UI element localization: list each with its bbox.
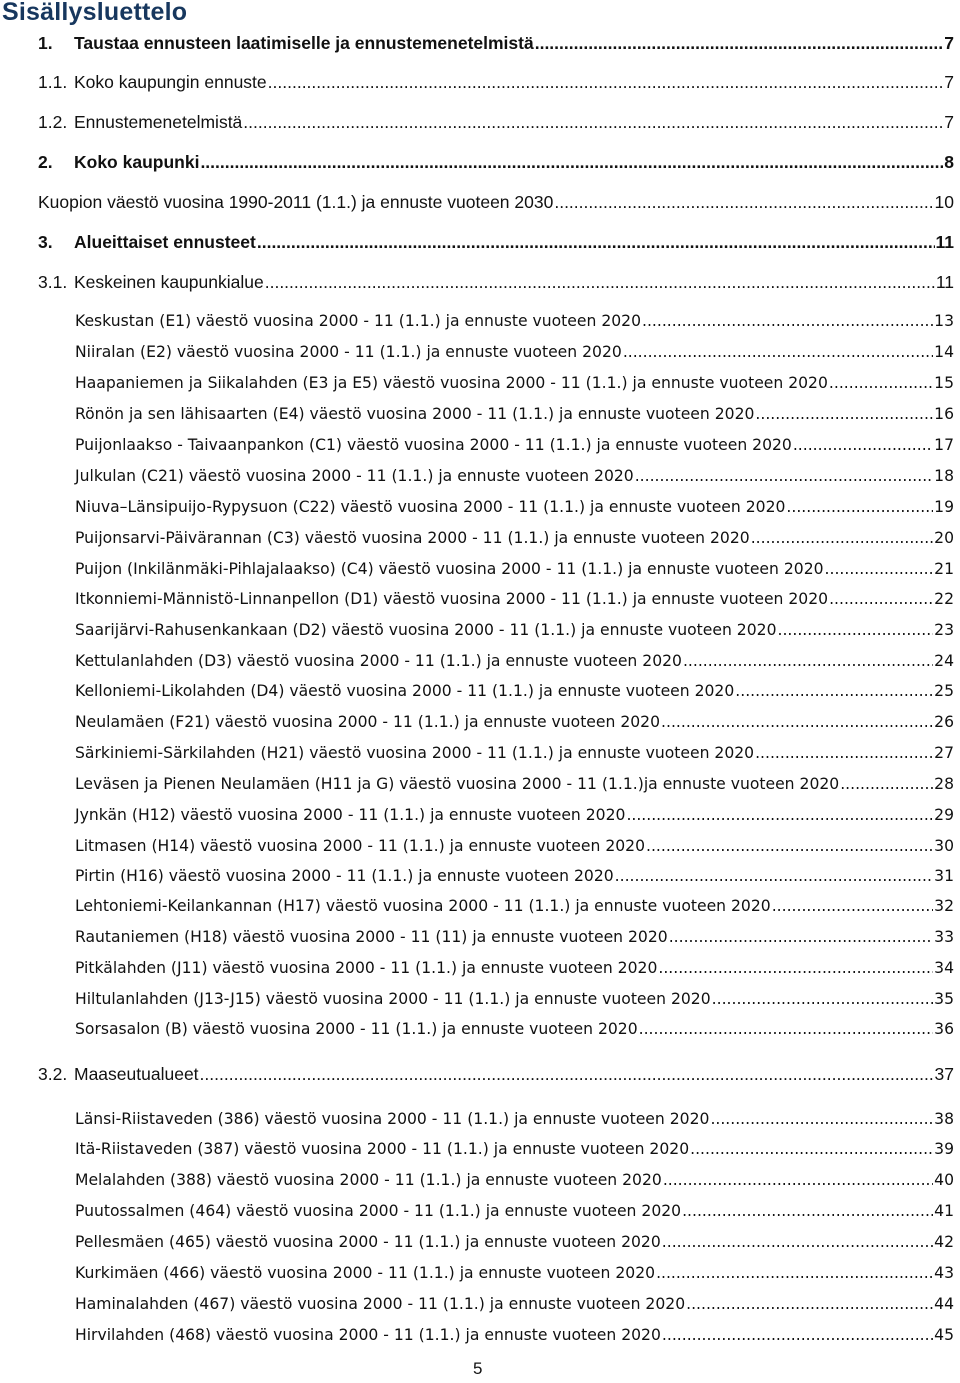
toc-dot-leader [623, 343, 933, 361]
toc-entry[interactable] [75, 436, 954, 464]
toc-entry-page: 19 [934, 498, 954, 516]
toc-entry-page: 22 [934, 590, 954, 608]
toc-dot-leader [663, 1171, 933, 1189]
toc-entry[interactable] [75, 775, 954, 803]
toc-entry-title: Keskustan (E1) väestö vuosina 2000 - 11 (1.1.) ja ennuste vuoteen 2020 [75, 312, 642, 330]
toc-entry[interactable] [38, 272, 954, 300]
toc-entry-title: Kuopion väestö vuosina 1990-2011 (1.1.) ja ennuste vuoteen 2030 [38, 192, 554, 212]
toc-entry[interactable] [75, 1202, 954, 1230]
toc-dot-leader [658, 959, 933, 977]
toc-entry-page: 30 [934, 837, 954, 855]
toc-entry-page: 16 [934, 405, 954, 423]
toc-dot-leader [712, 990, 934, 1008]
toc-entry-title: Puijon (Inkilänmäki-Pihlajalaakso) (C4) väestö vuosina 2000 - 11 (1.1.) ja ennuste vuoteen 2020 [75, 560, 824, 578]
toc-entry-title: Rautaniemen (H18) väestö vuosina 2000 - 11 (11) ja ennuste vuoteen 2020 [75, 928, 668, 946]
toc-entry[interactable] [38, 112, 954, 140]
page-title: Sisällysluettelo [2, 0, 188, 26]
toc-entry-title: Julkulan (C21) väestö vuosina 2000 - 11 (1.1.) ja ennuste vuoteen 2020 [75, 467, 634, 485]
toc-entry[interactable] [75, 1020, 954, 1048]
toc-entry-page: 33 [934, 928, 954, 946]
toc-dot-leader [268, 72, 944, 93]
toc-entry-title: Melalahden (388) väestö vuosina 2000 - 11 (1.1.) ja ennuste vuoteen 2020 [75, 1171, 662, 1189]
toc-dot-leader [825, 560, 934, 578]
toc-entry-title: Pitkälahden (J11) väestö vuosina 2000 - 11 (1.1.) ja ennuste vuoteen 2020 [75, 959, 658, 977]
toc-entry[interactable] [75, 897, 954, 925]
toc-entry-title: Pellesmäen (465) väestö vuosina 2000 - 11 (1.1.) ja ennuste vuoteen 2020 [75, 1233, 661, 1251]
toc-entry-title: Kurkimäen (466) väestö vuosina 2000 - 11 (1.1.) ja ennuste vuoteen 2020 [75, 1264, 656, 1282]
toc-dot-leader [682, 1202, 933, 1220]
toc-entry-page: 7 [944, 33, 954, 53]
toc-entry-title: Pirtin (H16) väestö vuosina 2000 - 11 (1.1.) ja ennuste vuoteen 2020 [75, 867, 614, 885]
toc-dot-leader [615, 867, 933, 885]
toc-entry-page: 28 [934, 775, 954, 793]
toc-entry[interactable] [38, 72, 954, 100]
toc-dot-leader [669, 928, 933, 946]
toc-dot-leader [646, 837, 933, 855]
toc-entry-page: 20 [934, 529, 954, 547]
toc-dot-leader [786, 498, 933, 516]
toc-entry[interactable] [75, 652, 954, 680]
toc-entry-title: Kelloniemi-Likolahden (D4) väestö vuosina 2000 - 11 (1.1.) ja ennuste vuoteen 2020 [75, 682, 735, 700]
toc-dot-leader [642, 312, 933, 330]
toc-entry-number: 2. [38, 152, 53, 172]
toc-entry-title: Leväsen ja Pienen Neulamäen (H11 ja G) väestö vuosina 2000 - 11 (1.1.)ja ennuste vuoteen 2020 [75, 775, 840, 793]
toc-dot-leader [840, 775, 933, 793]
toc-entry-number: 3.1. [38, 272, 68, 292]
toc-dot-leader [829, 590, 933, 608]
toc-dot-leader [829, 374, 933, 392]
toc-entry-title: Puijonlaakso - Taivaanpankon (C1) väestö vuosina 2000 - 11 (1.1.) ja ennuste vuoteen 2020 [75, 436, 792, 454]
toc-entry-page: 11 [935, 232, 954, 252]
toc-dot-leader [662, 1233, 933, 1251]
toc-entry-page: 24 [934, 652, 954, 670]
toc-entry[interactable] [38, 232, 954, 260]
toc-dot-leader [661, 713, 933, 731]
toc-dot-leader [778, 621, 934, 639]
toc-entry-title: Puutossalmen (464) väestö vuosina 2000 - 11 (1.1.) ja ennuste vuoteen 2020 [75, 1202, 682, 1220]
toc-entry-page: 7 [944, 112, 954, 132]
toc-entry[interactable] [75, 467, 954, 495]
toc-entry[interactable] [75, 590, 954, 618]
toc-entry-number: 1. [38, 33, 53, 53]
toc-dot-leader [710, 1110, 933, 1128]
toc-entry[interactable] [75, 560, 954, 588]
toc-entry-page: 29 [934, 806, 954, 824]
toc-entry[interactable] [75, 682, 954, 710]
toc-entry-title: Itä-Riistaveden (387) väestö vuosina 2000 - 11 (1.1.) ja ennuste vuoteen 2020 [75, 1140, 690, 1158]
toc-entry-page: 26 [934, 713, 954, 731]
toc-entry-page: 42 [934, 1233, 954, 1251]
toc-entry-page: 38 [934, 1110, 954, 1128]
toc-entry-title: Kettulanlahden (D3) väestö vuosina 2000 - 11 (1.1.) ja ennuste vuoteen 2020 [75, 652, 682, 670]
toc-entry-title: Niiralan (E2) väestö vuosina 2000 - 11 (1.1.) ja ennuste vuoteen 2020 [75, 343, 622, 361]
toc-entry[interactable] [75, 928, 954, 956]
toc-entry[interactable] [75, 990, 954, 1018]
toc-entry-page: 35 [934, 990, 954, 1008]
toc-dot-leader [200, 1064, 934, 1085]
toc-entry[interactable] [38, 1064, 954, 1092]
toc-entry-title: Länsi-Riistaveden (386) väestö vuosina 2000 - 11 (1.1.) ja ennuste vuoteen 2020 [75, 1110, 710, 1128]
toc-entry-page: 34 [934, 959, 954, 977]
toc-entry[interactable] [75, 713, 954, 741]
toc-entry[interactable] [75, 1264, 954, 1292]
toc-entry-page: 15 [934, 374, 954, 392]
toc-entry-page: 7 [944, 72, 954, 92]
toc-entry-number: 1.1. [38, 72, 68, 92]
toc-entry[interactable] [75, 867, 954, 895]
toc-entry-title: Litmasen (H14) väestö vuosina 2000 - 11 (1.1.) ja ennuste vuoteen 2020 [75, 837, 646, 855]
toc-entry-page: 43 [934, 1264, 954, 1282]
toc-entry[interactable] [75, 405, 954, 433]
toc-dot-leader [690, 1140, 933, 1158]
toc-entry-title: Neulamäen (F21) väestö vuosina 2000 - 11 (1.1.) ja ennuste vuoteen 2020 [75, 713, 661, 731]
toc-dot-leader [686, 1295, 933, 1313]
toc-entry-page: 8 [944, 152, 954, 172]
toc-dot-leader [755, 744, 933, 762]
toc-entry-number: 3.2. [38, 1064, 68, 1084]
toc-entry[interactable] [75, 959, 954, 987]
toc-entry[interactable] [75, 312, 954, 340]
toc-entry-title: Itkonniemi-Männistö-Linnanpellon (D1) väestö vuosina 2000 - 11 (1.1.) ja ennuste vuoteen 2020 [75, 590, 829, 608]
toc-entry-title: Maaseutualueet [74, 1064, 199, 1084]
toc-entry[interactable] [75, 529, 954, 557]
toc-entry-page: 36 [934, 1020, 954, 1038]
toc-entry-number: 3. [38, 232, 53, 252]
toc-entry-title: Koko kaupungin ennuste [74, 72, 267, 92]
toc-entry[interactable] [75, 744, 954, 772]
toc-dot-leader [772, 897, 933, 915]
toc-dot-leader [683, 652, 933, 670]
toc-dot-leader [639, 1020, 934, 1038]
toc-dot-leader [626, 806, 933, 824]
toc-dot-leader [635, 467, 933, 485]
toc-entry-page: 17 [934, 436, 954, 454]
toc-entry-title: Hirvilahden (468) väestö vuosina 2000 - 11 (1.1.) ja ennuste vuoteen 2020 [75, 1326, 661, 1344]
toc-entry-page: 27 [934, 744, 954, 762]
toc-entry[interactable] [75, 498, 954, 526]
toc-entry-title: Sorsasalon (B) väestö vuosina 2000 - 11 (1.1.) ja ennuste vuoteen 2020 [75, 1020, 638, 1038]
toc-entry[interactable] [75, 1295, 954, 1323]
toc-entry-page: 41 [934, 1202, 954, 1220]
toc-entry-title: Haminalahden (467) väestö vuosina 2000 - 11 (1.1.) ja ennuste vuoteen 2020 [75, 1295, 686, 1313]
toc-entry[interactable] [75, 806, 954, 834]
toc-dot-leader [257, 232, 935, 253]
toc-dot-leader [793, 436, 933, 454]
toc-entry-title: Koko kaupunki [74, 152, 200, 172]
toc-dot-leader [265, 272, 935, 293]
toc-entry-title: Alueittaiset ennusteet [74, 232, 256, 252]
toc-entry-page: 39 [934, 1140, 954, 1158]
toc-entry-title: Rönön ja sen lähisaarten (E4) väestö vuosina 2000 - 11 (1.1.) ja ennuste vuoteen 2020 [75, 405, 755, 423]
toc-entry[interactable] [38, 192, 954, 220]
toc-entry[interactable] [75, 621, 954, 649]
toc-entry-page: 21 [934, 560, 954, 578]
toc-entry-title: Keskeinen kaupunkialue [74, 272, 264, 292]
toc-entry-number: 1.2. [38, 112, 68, 132]
toc-entry-page: 23 [934, 621, 954, 639]
toc-entry[interactable] [75, 1140, 954, 1168]
toc-entry-title: Särkiniemi-Särkilahden (H21) väestö vuosina 2000 - 11 (1.1.) ja ennuste vuoteen 2020 [75, 744, 755, 762]
toc-entry[interactable] [75, 837, 954, 865]
toc-entry-page: 10 [934, 192, 954, 212]
toc-entry[interactable] [75, 1326, 954, 1354]
toc-entry-title: Hiltulanlahden (J13-J15) väestö vuosina 2000 - 11 (1.1.) ja ennuste vuoteen 2020 [75, 990, 711, 1008]
toc-entry[interactable] [75, 343, 954, 371]
toc-entry-page: 37 [934, 1064, 954, 1084]
toc-dot-leader [554, 192, 933, 213]
toc-dot-leader [751, 529, 933, 547]
toc-entry-title: Jynkän (H12) väestö vuosina 2000 - 11 (1.1.) ja ennuste vuoteen 2020 [75, 806, 626, 824]
toc-entry-title: Ennustemenetelmistä [74, 112, 243, 132]
toc-entry-page: 13 [934, 312, 954, 330]
toc-dot-leader [662, 1326, 933, 1344]
toc-dot-leader [755, 405, 933, 423]
toc-entry-page: 44 [934, 1295, 954, 1313]
toc-dot-leader [200, 152, 943, 173]
toc-entry-page: 40 [934, 1171, 954, 1189]
toc-entry-page: 18 [934, 467, 954, 485]
toc-dot-leader [656, 1264, 933, 1282]
toc-dot-leader [243, 112, 943, 133]
toc-entry[interactable] [75, 1171, 954, 1199]
toc-entry-page: 14 [934, 343, 954, 361]
toc-entry[interactable] [75, 1233, 954, 1261]
toc-dot-leader [535, 33, 944, 54]
toc-entry-title: Puijonsarvi-Päivärannan (C3) väestö vuosina 2000 - 11 (1.1.) ja ennuste vuoteen 2020 [75, 529, 750, 547]
toc-entry-page: 25 [934, 682, 954, 700]
toc-entry-page: 11 [935, 272, 954, 292]
toc-entry-page: 45 [934, 1326, 954, 1344]
toc-entry[interactable] [38, 152, 954, 180]
page-number: 5 [473, 1359, 483, 1378]
toc-entry[interactable] [75, 374, 954, 402]
toc-entry-title: Taustaa ennusteen laatimiselle ja ennustemenetelmistä [74, 33, 534, 53]
toc-entry[interactable] [75, 1110, 954, 1138]
toc-entry-title: Haapaniemen ja Siikalahden (E3 ja E5) väestö vuosina 2000 - 11 (1.1.) ja ennuste vuoteen 2020 [75, 374, 828, 392]
toc-entry[interactable] [38, 33, 954, 61]
toc-entry-title: Saarijärvi-Rahusenkankaan (D2) väestö vuosina 2000 - 11 (1.1.) ja ennuste vuoteen 2020 [75, 621, 777, 639]
toc-dot-leader [735, 682, 933, 700]
toc-entry-page: 32 [934, 897, 954, 915]
toc-entry-title: Lehtoniemi-Keilankannan (H17) väestö vuosina 2000 - 11 (1.1.) ja ennuste vuoteen 2020 [75, 897, 771, 915]
toc-entry-title: Niuva–Länsipuijo-Rypysuon (C22) väestö vuosina 2000 - 11 (1.1.) ja ennuste vuoteen 2020 [75, 498, 786, 516]
toc-entry-page: 31 [934, 867, 954, 885]
